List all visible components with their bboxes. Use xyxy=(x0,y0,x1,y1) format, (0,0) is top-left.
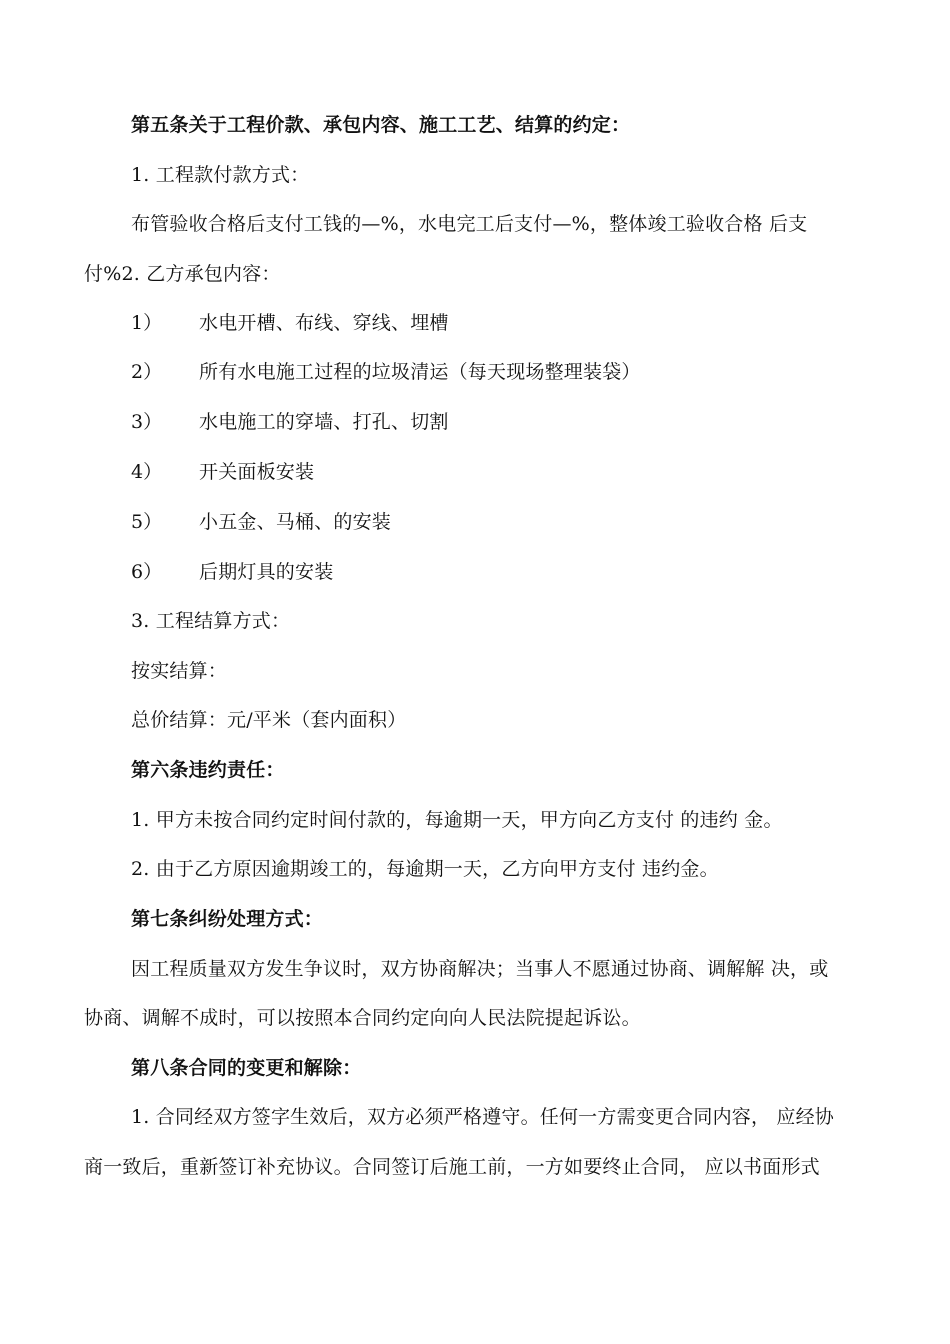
scope-item-text: 后期灯具的安装 xyxy=(199,561,334,583)
settlement-method-title: 3. 工程结算方式： xyxy=(131,610,291,632)
scope-item-number: 6） xyxy=(131,561,163,583)
scope-item-number: 1） xyxy=(131,312,163,334)
dispute-line2: 协商、调解不成时，可以按照本合同约定向向人民法院提起诉讼。 xyxy=(84,1007,641,1029)
dispute-line1: 因工程质量双方发生争议时，双方协商解决；当事人不愿通过协商、调解解 决，或 xyxy=(131,958,829,980)
payment-terms-line2: 付%2. 乙方承包内容： xyxy=(84,263,281,285)
settlement-actual: 按实结算： xyxy=(131,660,228,682)
amendment-line1: 1. 合同经双方签字生效后，双方必须严格遵守。任何一方需变更合同内容， 应经协 xyxy=(131,1106,835,1128)
breach-item-1: 1. 甲方未按合同约定时间付款的，每逾期一天，甲方向乙方支付 的违约 金。 xyxy=(131,809,783,831)
payment-terms-line1: 布管验收合格后支付工钱的—%，水电完工后支付—%，整体竣工验收合格 后支 xyxy=(131,213,808,235)
scope-item-text: 水电施工的穿墙、打孔、切割 xyxy=(199,411,449,433)
section8-heading: 第八条合同的变更和解除： xyxy=(131,1057,362,1079)
scope-item-number: 5） xyxy=(131,511,163,533)
breach-item-2: 2. 由于乙方原因逾期竣工的，每逾期一天，乙方向甲方支付 违约金。 xyxy=(131,858,719,880)
scope-item-text: 小五金、马桶、的安装 xyxy=(199,511,392,533)
scope-item-text: 开关面板安装 xyxy=(199,461,315,483)
settlement-total: 总价结算：元/平米（套内面积） xyxy=(131,709,407,731)
scope-item-text: 水电开槽、布线、穿线、埋槽 xyxy=(199,312,449,334)
scope-item-number: 3） xyxy=(131,411,163,433)
section7-heading: 第七条纠纷处理方式： xyxy=(131,908,324,930)
scope-item-text: 所有水电施工过程的垃圾清运（每天现场整理装袋） xyxy=(199,361,641,383)
amendment-line2: 商一致后，重新签订补充协议。合同签订后施工前，一方如要终止合同， 应以书面形式 xyxy=(84,1156,820,1178)
section5-heading: 第五条关于工程价款、承包内容、施工工艺、结算的约定： xyxy=(131,114,631,136)
scope-item-number: 4） xyxy=(131,461,163,483)
payment-method-title: 1. 工程款付款方式： xyxy=(131,164,310,186)
scope-item-number: 2） xyxy=(131,361,163,383)
section6-heading: 第六条违约责任： xyxy=(131,759,285,781)
